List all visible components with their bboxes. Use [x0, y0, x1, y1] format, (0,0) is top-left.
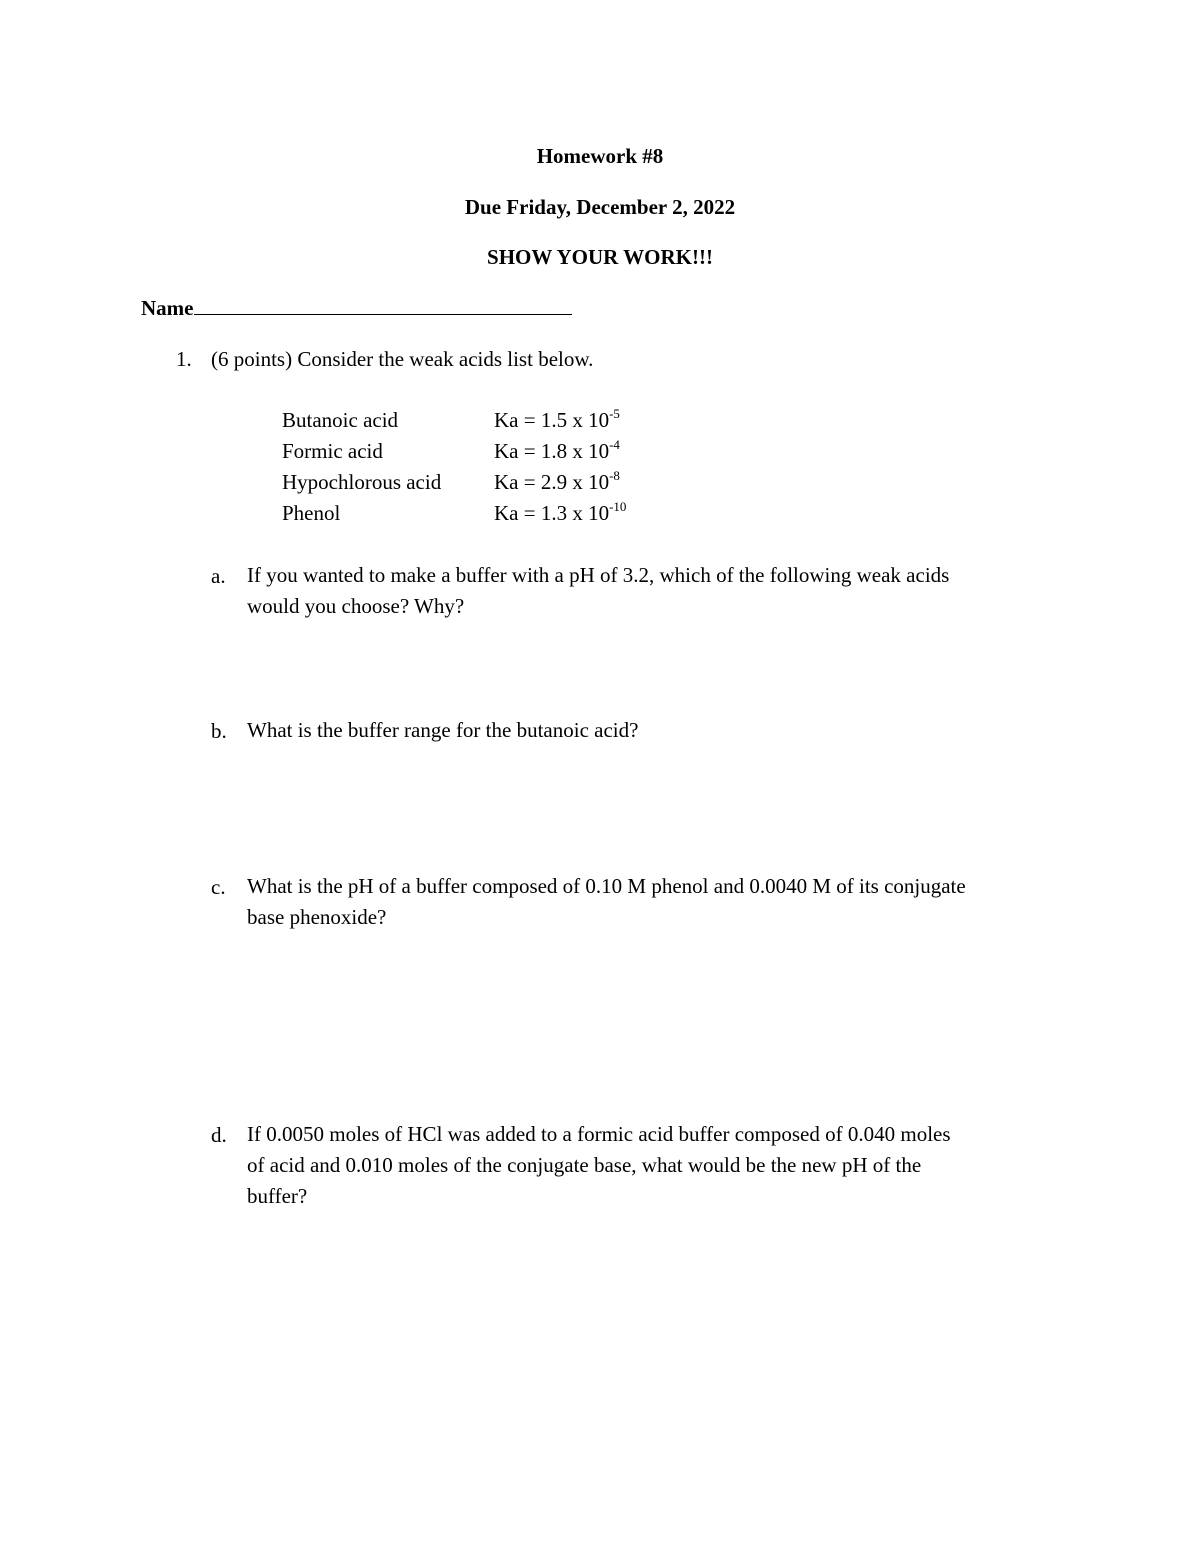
name-field[interactable]	[141, 296, 572, 321]
due-date: Due Friday, December 2, 2022	[464, 195, 736, 219]
acid-name: Formic acid	[282, 439, 383, 463]
part-c-letter: c.	[211, 875, 226, 899]
part-b-text: What is the buffer range for the butanoic acid?	[247, 718, 639, 742]
ka-exponent: -4	[609, 437, 620, 452]
ka-exponent: -8	[609, 468, 620, 483]
acid-name: Phenol	[282, 501, 341, 525]
acid-name: Hypochlorous acid	[282, 470, 442, 494]
acid-ka: Ka = 1.5 x $10^{-5}$	[494, 406, 620, 432]
part-a-text: If you wanted to make a buffer with a pH of 3.2, which of the following weak acids would you choose? Why?	[247, 563, 950, 618]
acid-ka: Ka = 1.3 x $10^{-10}$	[494, 499, 627, 525]
part-a-letter: a.	[211, 564, 226, 588]
acid-ka: Ka = 1.8 x $10^{-4}$	[494, 437, 620, 463]
ka-exponent: -10	[609, 499, 627, 514]
instruction: SHOW YOUR WORK!!!	[487, 245, 713, 269]
question-text: (6 points) Consider the weak acids list below.	[211, 347, 594, 371]
page-title: Homework #8	[536, 144, 664, 168]
ka-exponent: -5	[609, 406, 620, 421]
part-b-letter: b.	[211, 719, 227, 743]
name-underline	[194, 296, 572, 315]
acid-ka: Ka = 2.9 x $10^{-8}$	[494, 468, 620, 494]
part-c-text: What is the pH of a buffer composed of 0.10 M phenol and 0.0040 M of its conjugate base phenoxide?	[247, 874, 966, 929]
part-d-letter: d.	[211, 1123, 227, 1147]
question-number: 1.	[176, 347, 192, 371]
acid-name: Butanoic acid	[282, 408, 399, 432]
name-label: Name	[141, 296, 194, 320]
part-d-text: If 0.0050 moles of HCl was added to a formic acid buffer composed of 0.040 moles of acid and 0.010 moles of the conjugate base, what would be the new pH of the buffer?	[247, 1122, 951, 1208]
